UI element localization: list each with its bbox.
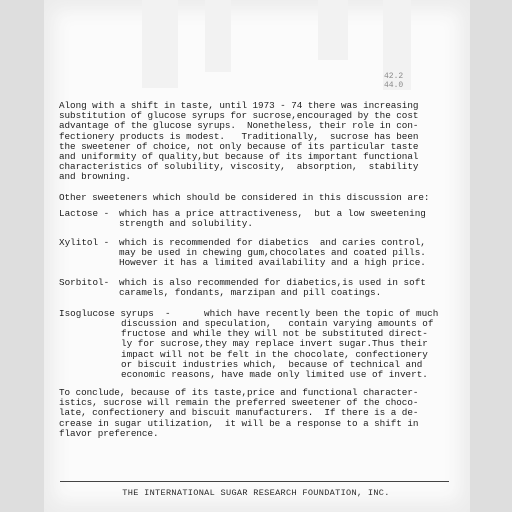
sweetener-description-isoglucose-first-line: which have recently been the topic of much [204,308,439,319]
faded-table-top [0,0,512,92]
sweetener-description-xylitol: which is recommended for diabetics and caries control, may be used in chewing gum,chocolates and coated pills. However it has a limited availability and a high price. [119,237,426,269]
sweetener-description-sorbitol: which is also recommended for diabetics,is used in soft caramels, fondants, marzipan and pill coatings. [119,277,426,299]
paragraph-other-sweeteners-intro: Other sweeteners which should be considered in this discussion are: [59,192,430,203]
footer-divider [60,481,449,482]
sweetener-term-lactose: Lactose - [59,208,110,219]
table-value: 42.2 [384,72,404,81]
table-value: 44.0 [384,81,404,90]
paragraph-conclusion: To conclude, because of its taste,price and functional character- istics, sucrose will remain the preferred sweetener of the choco- late, confectionery and biscuit manufacturers. If there is a de- crease in sugar utilization, it will be a response to a shift in flavor preference. [59,387,419,439]
sweetener-term-isoglucose: Isoglucose syrups - [59,308,171,319]
sweetener-term-sorbitol: Sorbitol- [59,277,110,288]
faded-column [142,0,178,88]
sweetener-description-lactose: which has a price attractiveness, but a low sweetening strength and solubility. [119,208,426,230]
faded-column [318,0,348,60]
paragraph-glucose-substitution: Along with a shift in taste, until 1973 - 74 there was increasing substitution of glucose syrups for sucrose,encouraged by the cost advantage of the glucose syrups. Nonetheless, their role in con- fectionery products is modest. Traditionally, sucrose has been the sweetener of choice, not only because of its particular taste and uniformity of quality,but because of its important functional characteristics of solubility, viscosity, absorption, stability and browning. [59,100,419,183]
footer-organization: THE INTERNATIONAL SUGAR RESEARCH FOUNDATION, INC. [122,488,390,498]
sweetener-term-xylitol: Xylitol - [59,237,110,248]
faded-column [205,0,231,72]
sweetener-description-isoglucose: discussion and speculation, contain varying amounts of fructose and while they will not be substituted direct- ly for sucrose,they may replace invert sugar.Thus their impact will not be felt in the chocolate, confectionery or biscuit industries which, because of technical and economic reasons, have made only limited use of invert. [121,318,434,381]
